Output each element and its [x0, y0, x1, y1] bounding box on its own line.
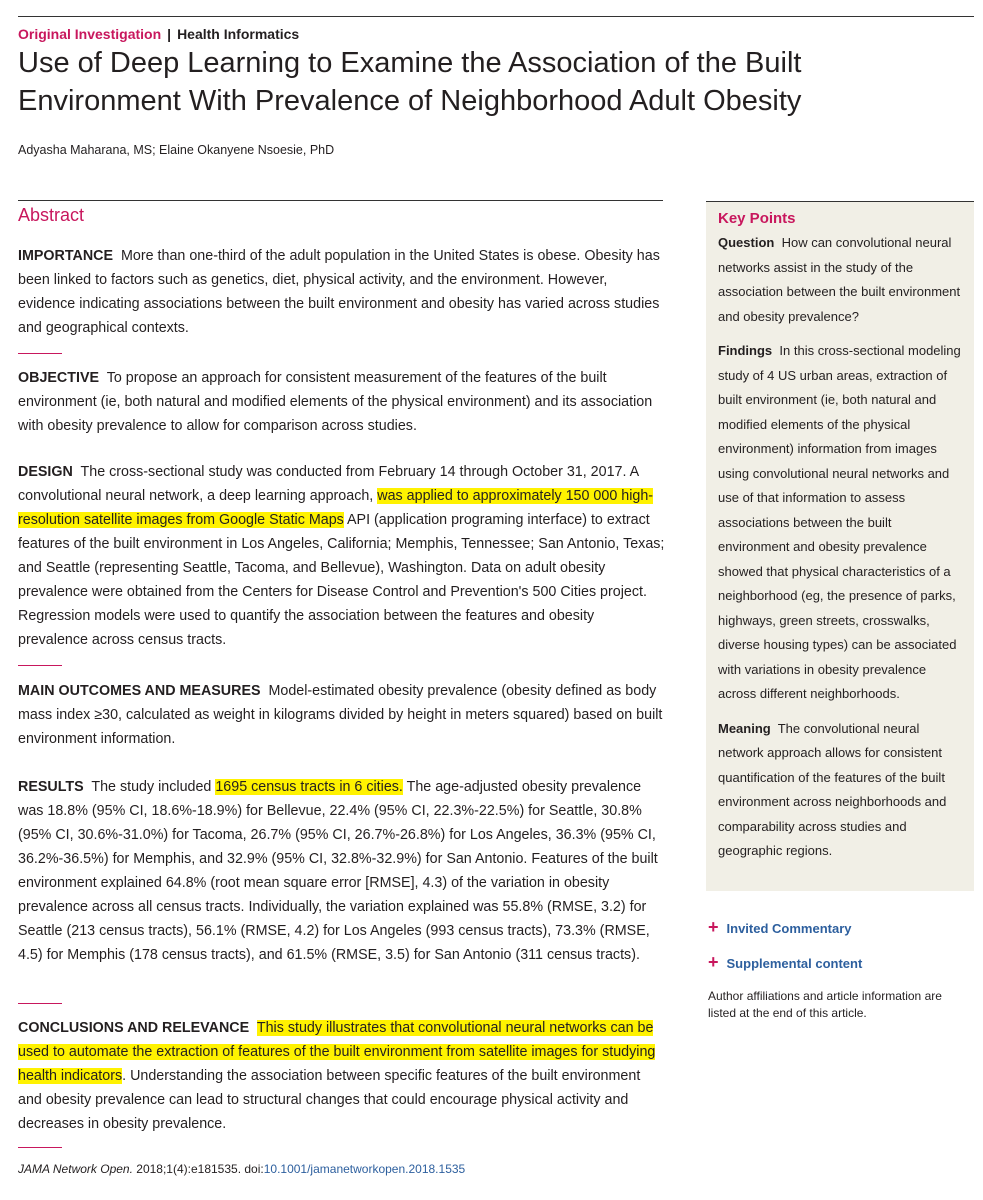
citation — [18, 1162, 465, 1176]
conclusions-highlight: This study illustrates that convolutional neural networks can be used to automate the extraction of features of the built environment from satellite images for studying health indicators — [18, 1020, 656, 1084]
invited-commentary-label: Invited Commentary — [726, 921, 852, 936]
results-section — [18, 775, 668, 967]
article-subcategory: Health Informatics — [177, 26, 300, 42]
key-points-heading: Key Points — [718, 210, 796, 227]
conclusions-section — [18, 1016, 668, 1136]
question-text: How can convolutional neural networks assist in the study of the association between the built environment and obesity prevalence? — [718, 235, 961, 324]
journal-name: JAMA Network Open. — [18, 1162, 133, 1176]
invited-commentary-link[interactable] — [708, 917, 852, 938]
results-highlight: 1695 census tracts in 6 cities. — [215, 779, 403, 795]
key-points-meaning — [718, 717, 962, 864]
objective-section — [18, 366, 668, 438]
doi-link[interactable]: 10.1001/jamanetworkopen.2018.1535 — [263, 1162, 466, 1176]
importance-text: More than one-third of the adult population in the United States is obese. Obesity has been linked to factors such as genetics, diet, physical activity, and the environment. However, evidence indicating associations between the built environment and obesity has varied across studies and geographical contexts. — [18, 248, 660, 336]
results-text-continued: The age-adjusted obesity prevalence was 18.8% (95% CI, 18.6%-18.9%) for Bellevue, 22.4% (95% CI, 22.3%-22.5%) for Seattle, 30.8% (95% CI, 30.6%-31.0%) for Tacoma, 26.7% (95% CI, 26.7%-26.8%) for Los Angeles, 36.3% (95% CI, 36.2%-36.5%) for Memphis, and 32.9% (95% CI, 32.8%-32.9%) for San Antonio. Features of the built environment explained 64.8% (root mean square error [RMSE], 4.3) of the variation in obesity prevalence across all census tracts. Individually, the variation explained was 55.8% (RMSE, 3.2) for Seattle (213 census tracts), 56.1% (RMSE, 4.2) for Los Angeles (993 census tracts), 73.3% (RMSE, 4.5) for Memphis (178 census tracts), and 61.5% (RMSE, 3.5) for San Antonio (311 census tracts). — [18, 779, 658, 963]
author-affiliations-note: Author affiliations and article information are listed at the end of this article. — [708, 989, 942, 1020]
article-kicker — [18, 26, 299, 42]
question-label: Question — [718, 235, 775, 250]
objective-text: To propose an approach for consistent measurement of the features of the built environment (ie, both natural and modified elements of the physical environment) and its association with obesity prevalence to allow for comparison across studies. — [18, 370, 653, 434]
outcomes-text: Model-estimated obesity prevalence (obesity defined as body mass index ≥30, calculated as weight in kilograms divided by height in meters squared) based on built environment information. — [18, 683, 663, 747]
meaning-label: Meaning — [718, 720, 771, 736]
results-label: RESULTS — [18, 779, 84, 795]
plus-icon: + — [708, 917, 719, 937]
findings-text: In this cross-sectional modeling study of 4 US urban areas, extraction of built environment (ie, both natural and modified elements of the physical environment) information from images using convolutional neural networks and use of that information to assess associations between the built environment and obesity prevalence showed that physical characteristics of a neighborhood (eg, the presence of parks, highways, green streets, crosswalks, diverse housing types) can be associated with variations in obesity prevalence across different neighborhoods. — [718, 343, 961, 701]
outcomes-label: MAIN OUTCOMES AND MEASURES — [18, 683, 261, 699]
key-points-question — [718, 231, 962, 329]
design-highlight: was applied to approximately 150 000 high-resolution satellite images from Google Static Maps — [18, 488, 654, 528]
article-title: Use of Deep Learning to Examine the Association of the Built Environment With Prevalence of Neighborhood Adult Obesity — [18, 47, 802, 117]
design-label: DESIGN — [18, 464, 73, 480]
section-divider — [18, 1147, 62, 1148]
supplemental-content-label: Supplemental content — [726, 956, 863, 971]
meaning-text: The convolutional neural network approach allows for consistent quantification of the features of the built environment across neighborhoods and comparability across studies and geographic regions. — [718, 720, 947, 858]
key-points-box — [706, 201, 974, 891]
section-divider — [18, 353, 62, 354]
plus-icon: + — [708, 952, 719, 972]
kicker-separator: | — [167, 26, 172, 42]
article-category: Original Investigation — [18, 26, 162, 42]
abstract-heading: Abstract — [18, 205, 85, 225]
abstract-rule — [18, 200, 663, 201]
design-text: The cross-sectional study was conducted from February 14 through October 31, 2017. A convolutional neural network, a deep learning approach, — [18, 464, 639, 504]
author-list: Adyasha Maharana, MS; Elaine Okanyene Nsoesie, PhD — [18, 143, 335, 157]
section-divider — [18, 665, 62, 666]
top-rule — [18, 16, 974, 17]
key-points-findings — [718, 339, 962, 707]
conclusions-label: CONCLUSIONS AND RELEVANCE — [18, 1020, 250, 1036]
importance-section — [18, 244, 668, 340]
findings-label: Findings — [718, 343, 773, 358]
importance-label: IMPORTANCE — [18, 248, 114, 264]
results-text: The study included — [91, 779, 216, 795]
section-divider — [18, 1003, 62, 1004]
conclusions-text: . Understanding the association between specific features of the built environment and obesity prevalence can lead to structural changes that could encourage physical activity and decreases in obesity prevalence. — [18, 1068, 641, 1132]
citation-reference: 2018;1(4):e181535. doi: — [132, 1162, 264, 1176]
outcomes-section — [18, 679, 668, 751]
objective-label: OBJECTIVE — [18, 370, 100, 386]
supplemental-content-link[interactable] — [708, 952, 862, 973]
design-section — [18, 460, 668, 652]
design-text-continued: API (application programing interface) to extract features of the built environment in Los Angeles, California; Memphis, Tennessee; San Antonio, Texas; and Seattle (representing Seattle, Tacoma, and Bellevue), Washington. Data on adult obesity prevalence were obtained from the Centers for Disease Control and Prevention's 500 Cities project. Regression models were used to quantify the association between the features and obesity prevalence across census tracts. — [18, 512, 665, 648]
